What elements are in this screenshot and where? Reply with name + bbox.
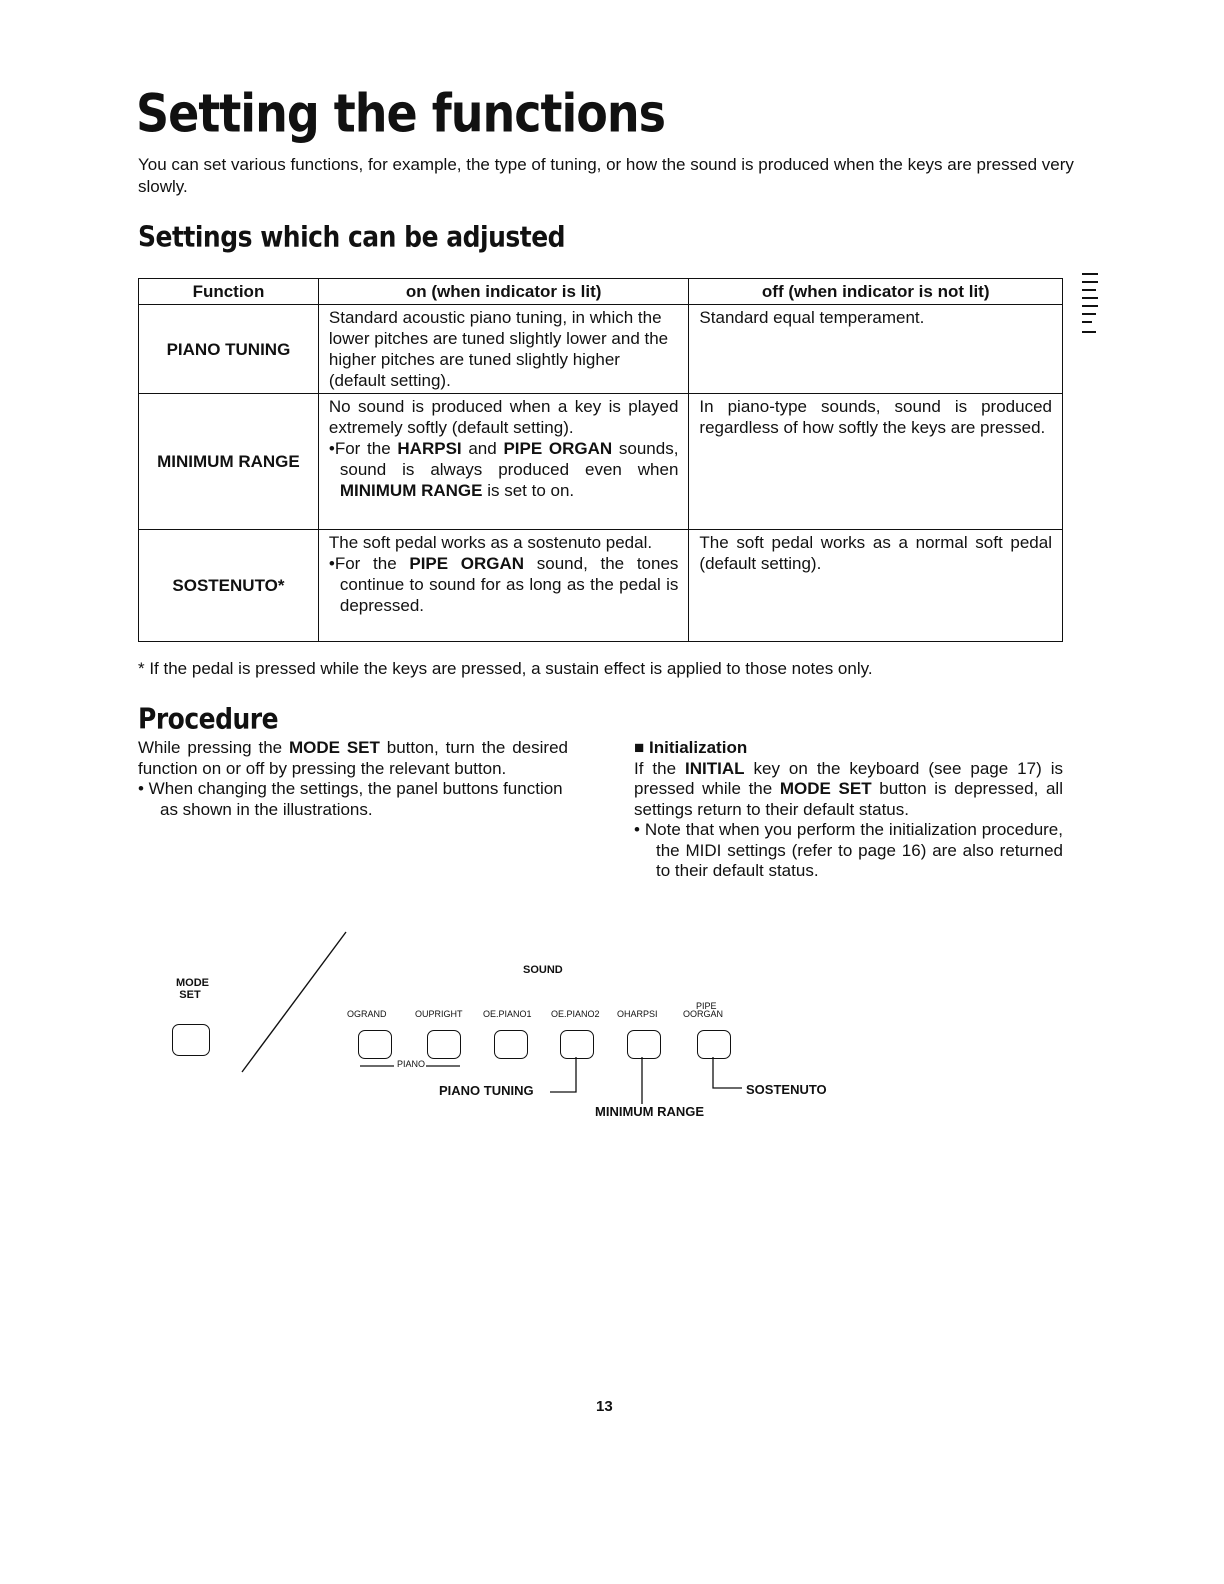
settings-table (138, 278, 1063, 642)
sound-label: SOUND (523, 964, 563, 976)
piano-group-label: PIANO (397, 1059, 426, 1069)
on-description (318, 530, 689, 642)
minimum-range-label: MINIMUM RANGE (595, 1104, 705, 1119)
upright-button[interactable] (427, 1030, 461, 1059)
settings-heading: Settings which can be adjusted (138, 220, 566, 254)
off-description: Standard equal temperament. (689, 305, 1063, 394)
procedure-text (138, 738, 568, 820)
upright-label: OUPRIGHT (415, 1009, 463, 1019)
initialization-section (634, 738, 1063, 882)
procedure-heading: Procedure (138, 702, 279, 736)
harpsi-label: OHARPSI (617, 1009, 658, 1019)
organ-label: OORGAN (683, 1009, 724, 1019)
on-bullet: •For the HARPSI and PIPE ORGAN sounds, sound is always produced even when MINIMUM RANGE is set to on. (328, 439, 679, 500)
on-text: The soft pedal works as a sostenuto pedal. (328, 533, 653, 552)
piano-tuning-label: PIANO TUNING (439, 1083, 534, 1098)
intro-paragraph: You can set various functions, for example, the type of tuning, or how the sound is produced when the keys are pressed very slowly. (138, 155, 1074, 196)
grand-button[interactable] (358, 1030, 392, 1059)
column-header: Function (139, 279, 319, 305)
function-name: SOSTENUTO* (139, 530, 319, 642)
table-row (139, 530, 1063, 642)
harpsi-button[interactable] (627, 1030, 661, 1059)
mode-set-button[interactable] (172, 1024, 210, 1056)
initialization-bullet: • Note that when you perform the initialization procedure, the MIDI settings (refer to page 16) are also returned to their default status. (634, 820, 1063, 880)
initialization-heading: ■ Initialization (634, 738, 748, 757)
grand-label: OGRAND (347, 1009, 387, 1019)
column-header: off (when indicator is not lit) (689, 279, 1063, 305)
function-name: PIANO TUNING (139, 305, 319, 394)
column-header: on (when indicator is lit) (318, 279, 689, 305)
pipe-label: PIPE (696, 1001, 717, 1011)
procedure-bullet: • When changing the settings, the panel buttons function as shown in the illustrations. (138, 779, 563, 819)
epiano1-button[interactable] (494, 1030, 528, 1059)
on-description: Standard acoustic piano tuning, in which the lower pitches are tuned slightly lower and the higher pitches are tuned slightly higher (default setting). (318, 305, 689, 394)
procedure-paragraph: While pressing the MODE SET button, turn the desired function on or off by pressing the relevant button. (138, 738, 568, 778)
on-bullet: •For the PIPE ORGAN sound, the tones continue to sound for as long as the pedal is depressed. (328, 554, 679, 615)
table-row (139, 305, 1063, 394)
mode-set-label: MODE SET (176, 977, 209, 1001)
divider-slash (236, 928, 356, 1078)
off-description: In piano-type sounds, sound is produced regardless of how softly the keys are pressed. (689, 394, 1063, 530)
on-text: No sound is produced when a key is played extremely softly (default setting). (328, 397, 679, 437)
sostenuto-label: SOSTENUTO (746, 1082, 827, 1097)
page-title: Setting the functions (136, 82, 665, 145)
function-name: MINIMUM RANGE (139, 394, 319, 530)
footnote: * If the pedal is pressed while the keys are pressed, a sustain effect is applied to those notes only. (138, 659, 873, 678)
table-row (139, 394, 1063, 530)
table-header-row (139, 279, 1063, 305)
epiano2-button[interactable] (560, 1030, 594, 1059)
initialization-paragraph: If the INITIAL key on the keyboard (see page 17) is pressed while the MODE SET button is depressed, all settings return to their default status. (634, 758, 1063, 819)
pipe-organ-button[interactable] (697, 1030, 731, 1059)
page-number: 13 (596, 1398, 613, 1415)
epiano1-label: OE.PIANO1 (483, 1009, 532, 1019)
off-description: The soft pedal works as a normal soft pedal (default setting). (689, 530, 1063, 642)
on-description (318, 394, 689, 530)
margin-marks (1078, 268, 1108, 340)
epiano2-label: OE.PIANO2 (551, 1009, 600, 1019)
